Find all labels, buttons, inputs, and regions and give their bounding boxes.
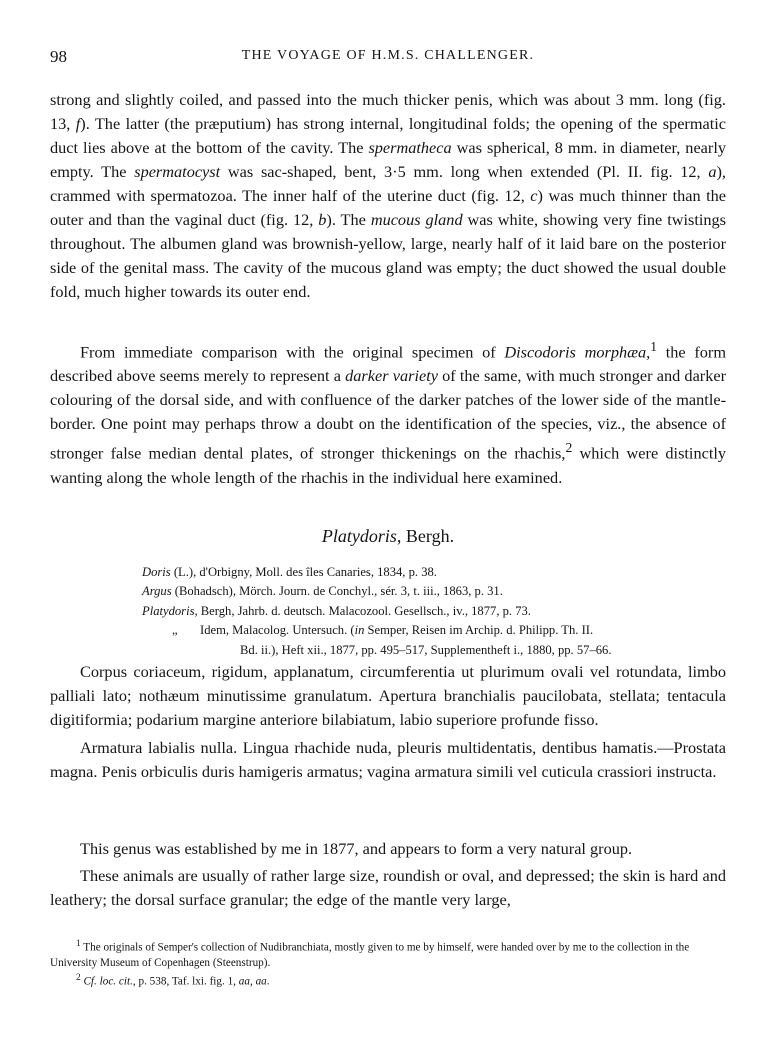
synonym-entry: Platydoris, Bergh, Jahrb. d. deutsch. Malacozool. Gesellsch., iv., 1877, p. 73.	[142, 603, 531, 618]
synonym-entry-continuation: Bd. ii.), Heft xii., 1877, pp. 495–517, Supplementheft i., 1880, pp. 57–66.	[240, 642, 612, 657]
running-title: THE VOYAGE OF H.M.S. CHALLENGER.	[241, 48, 535, 63]
page-number: 98	[50, 47, 67, 66]
synonym-entry: Argus (Bohadsch), Mörch. Journ. de Conchyl., sér. 3, t. iii., 1863, p. 31.	[142, 584, 503, 599]
paragraph-comparison-text: From immediate comparison with the original specimen of Discodoris morphæa,$^1$ the form described above seems merely to represent a darker variety of the same, with much stronger and darker colouring of the dorsal side, and with confluence of the darker patches of the lower side of the mantle-border. One point may perhaps throw a doubt on the identification of the species, viz., the absence of stronger false median dental plates, of stronger thickenings on the rhachis,$^2$ which were distinctly wanting along the whole length of the rhachis in the individual here examined.	[50, 339, 727, 487]
paragraph-genus-establishment	[50, 837, 726, 912]
paragraph-anatomy-text: strong and slightly coiled, and passed into the much thicker penis, which was about 3 mm. long (fig. 13, f). The latter (the præputium) has strong internal, longitudinal folds; the opening of the spermatic duct lies above at the bottom of the cavity. The spermatheca was spherical, 8 mm. in diameter, nearly empty. The spermatocyst was sac-shaped, bent, 3·5 mm. long when extended (Pl. II. fig. 12, a), crammed with spermatozoa. The inner half of the uterine duct (fig. 12, c) was much thinner than the outer and than the vaginal duct (fig. 12, b). The mucous gland was white, showing very fine twistings throughout. The albumen gland was brownish-yellow, large, nearly half of it laid bare on the posterior side of the genital mass. The cavity of the mucous gland was empty; the duct showed the usual double fold, much higher towards its outer end.	[50, 90, 727, 301]
running-header	[50, 47, 726, 71]
synonym-entry: Doris (L.), d'Orbigny, Moll. des îles Canaries, 1834, p. 38.	[142, 565, 437, 579]
synonym-entry: „ Idem, Malacolog. Untersuch. (in Semper, Reisen im Archip. d. Philipp. Th. II.	[142, 621, 712, 640]
paragraph-anatomy	[50, 88, 726, 304]
footnote-ref-1: 1	[650, 339, 657, 354]
latin-diagnosis-organs: Armatura labialis nulla. Lingua rhachide nuda, pleuris multidentatis, dentibus hamatis.—Prostata magna. Penis orbiculis duris hamigeris armatus; vagina armatura simili vel cuticula crassiori instructa.	[50, 738, 726, 781]
footnote-2: $^2$ Cf. loc. cit., p. 538, Taf. lxi. fig. 1, aa, aa.	[76, 972, 270, 988]
latin-diagnosis-body: Corpus coriaceum, rigidum, applanatum, circumferentia ut plurimum ovali vel rotundata, limbo palliali lato; nothæum minutissime granulatum. Apertura branchialis paucilobata, stellata; tentacula digitiformia; podarium margine anteriore bilabiatum, labio superiore profunde fisso.	[50, 662, 726, 729]
paragraph-description-text: These animals are usually of rather large size, roundish or oval, and depressed; the skin is hard and leathery; the dorsal surface granular; the edge of the mantle very large,	[50, 866, 726, 909]
paragraph-comparison	[50, 335, 726, 490]
footnote-1: $^1$ The originals of Semper's collection of Nudibranchiata, mostly given to me by himself, were handed over by me to the collection in the University Museum of Copenhagen (Steenstrup).	[50, 939, 690, 969]
footnote-ref-2: 2	[565, 440, 573, 456]
ditto-mark: „	[172, 623, 178, 638]
paragraph-genus-establishment-text: This genus was established by me in 1877, and appears to form a very natural group.	[80, 839, 633, 858]
footnotes	[50, 937, 726, 989]
synonymy-list	[142, 563, 712, 660]
genus-heading: Platydoris, Bergh.	[321, 526, 455, 546]
latin-diagnosis	[50, 660, 726, 784]
